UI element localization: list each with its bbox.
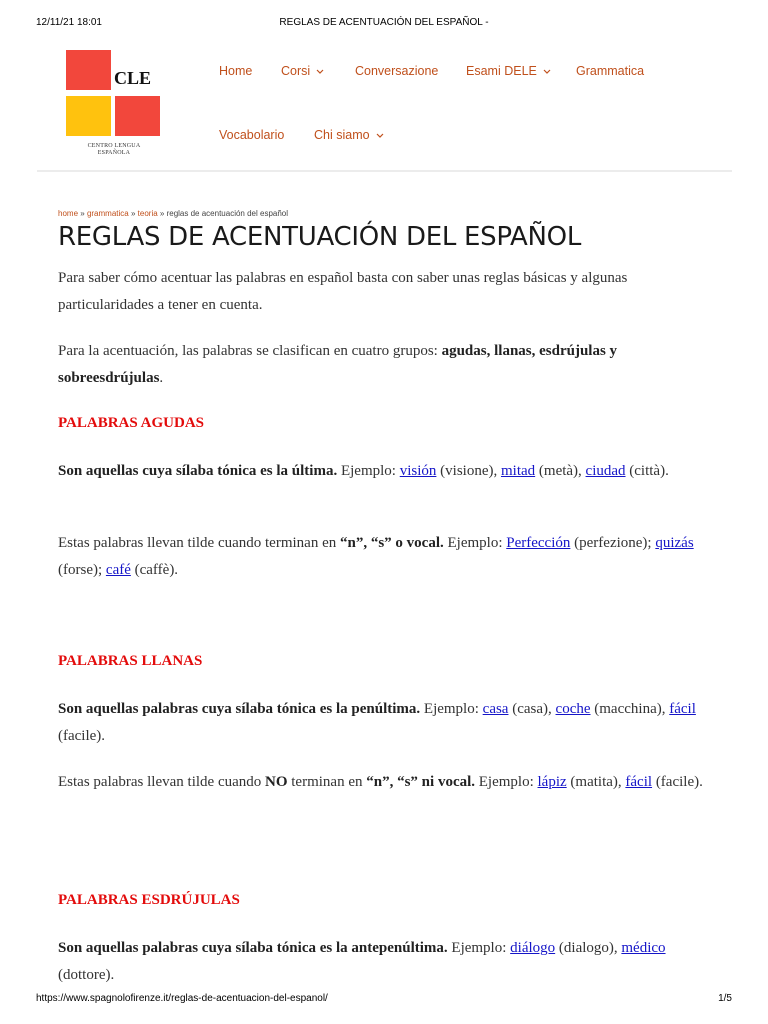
intro-paragraph: Para saber cómo acentuar las palabras en español basta con saber unas reglas básicas y algunas particularidades a tener en cuenta.: [58, 270, 628, 313]
example-translation: (metà),: [535, 463, 586, 479]
groups-paragraph: [58, 338, 723, 392]
nav-item-label: Corsi: [281, 64, 311, 78]
rule-lead: Estas palabras llevan tilde cuando terminan en: [58, 535, 340, 551]
logo-red-square-top: [66, 50, 111, 90]
section-heading-agudas: PALABRAS AGUDAS: [58, 415, 204, 431]
logo-red-square-bottom: [115, 96, 160, 136]
example-link-casa[interactable]: casa: [482, 701, 509, 717]
example-translation: (caffè).: [130, 562, 179, 578]
nav-item-label: Conversazione: [355, 64, 439, 78]
example-link-dialogo[interactable]: diálogo: [510, 940, 556, 956]
example-link-coche[interactable]: coche: [555, 701, 591, 717]
example-translation: (visione),: [436, 463, 501, 479]
agudas-definition: [58, 458, 723, 485]
example-link-cafe[interactable]: café: [105, 562, 131, 578]
print-doc-title: REGLAS DE ACENTUACIÓN DEL ESPAÑOL -: [279, 17, 489, 28]
breadcrumb-separator: »: [80, 209, 85, 218]
groups-end-text: .: [159, 370, 164, 386]
llanas-definition: [58, 696, 723, 750]
page-title: REGLAS DE ACENTUACIÓN DEL ESPAÑOL: [58, 222, 582, 252]
example-link-quizas[interactable]: quizás: [655, 535, 694, 551]
nav-item-grammatica[interactable]: [576, 64, 644, 78]
chevron-down-icon: [376, 133, 384, 138]
breadcrumb-home[interactable]: home: [58, 209, 79, 218]
example-lead: Ejemplo:: [337, 463, 400, 479]
site-logo[interactable]: [66, 50, 166, 162]
nav-item-chi-siamo[interactable]: [314, 128, 384, 142]
example-translation: (dialogo),: [555, 940, 622, 956]
nav-item-conversazione[interactable]: [355, 64, 438, 78]
groups-lead-text: Para la acentuación, las palabras se clasifican en cuatro grupos:: [58, 343, 442, 359]
agudas-rule: [58, 530, 723, 584]
logo-subtitle: [76, 143, 152, 157]
example-link-lapiz[interactable]: lápiz: [537, 774, 567, 790]
definition-bold: Son aquellas palabras cuya sílaba tónica es la penúltima.: [58, 701, 421, 717]
rule-bold-no: NO: [265, 774, 288, 790]
example-translation: (matita),: [566, 774, 626, 790]
section-heading-llanas: PALABRAS LLANAS: [58, 653, 203, 669]
example-link-perfeccion[interactable]: Perfección: [506, 535, 571, 551]
example-link-mitad[interactable]: mitad: [500, 463, 536, 479]
definition-bold: Son aquellas cuya sílaba tónica es la última.: [58, 463, 338, 479]
logo-subtitle-line1: CENTRO LENGUA: [87, 143, 141, 149]
nav-item-label: Grammatica: [576, 64, 645, 78]
rule-bold: “n”, “s” ni vocal.: [366, 774, 476, 790]
breadcrumb-teoria[interactable]: teoria: [137, 209, 158, 218]
groups-bold-text: agudas, llanas, esdrújulas y sobreesdrújulas: [58, 343, 618, 386]
example-translation: (facile).: [58, 728, 106, 744]
logo-subtitle-line2: ESPAÑOLA: [97, 150, 131, 156]
example-translation: (perfezione);: [570, 535, 656, 551]
rule-bold: “n”, “s” o vocal.: [339, 535, 444, 551]
example-link-ciudad[interactable]: ciudad: [585, 463, 626, 479]
esdrujulas-definition: [58, 935, 723, 989]
example-lead: Ejemplo:: [443, 535, 507, 551]
example-translation: (facile).: [652, 774, 703, 790]
example-translation: (città).: [625, 463, 669, 479]
example-translation: (macchina),: [590, 701, 670, 717]
breadcrumb-separator: »: [159, 209, 165, 218]
section-heading-esdrujulas: PALABRAS ESDRÚJULAS: [58, 892, 240, 908]
breadcrumb-grammatica[interactable]: grammatica: [86, 209, 129, 218]
logo-text: CLE: [114, 68, 152, 88]
nav-item-label: Chi siamo: [314, 128, 370, 142]
definition-bold: Son aquellas palabras cuya sílaba tónica es la antepenúltima.: [58, 940, 448, 956]
logo-yellow-square: [66, 96, 111, 136]
example-link-facil[interactable]: fácil: [669, 701, 696, 717]
example-translation: (dottore).: [58, 967, 115, 983]
example-translation: (casa),: [508, 701, 556, 717]
chevron-down-icon: [543, 69, 551, 74]
example-link-facil-2[interactable]: fácil: [625, 774, 653, 790]
nav-item-home[interactable]: [219, 64, 252, 78]
example-translation: (forse);: [58, 562, 106, 578]
print-url: https://www.spagnolofirenze.it/reglas-de-acentuacion-del-espanol/: [36, 993, 328, 1004]
chevron-down-icon: [316, 69, 324, 74]
breadcrumb: [58, 209, 288, 218]
example-link-vision[interactable]: visión: [399, 463, 437, 479]
nav-item-esami-dele[interactable]: [466, 64, 551, 78]
print-page-number: 1/5: [718, 993, 732, 1004]
header-divider: [37, 170, 732, 172]
rule-lead: Estas palabras llevan tilde cuando: [58, 774, 266, 790]
example-lead: Ejemplo:: [420, 701, 483, 717]
example-lead: Ejemplo:: [447, 940, 511, 956]
breadcrumb-separator: »: [130, 209, 136, 218]
nav-item-corsi[interactable]: [281, 64, 324, 78]
breadcrumb-current: reglas de acentuación del español: [166, 209, 289, 218]
rule-lead-continued: terminan en: [287, 774, 367, 790]
example-link-medico[interactable]: médico: [621, 940, 666, 956]
example-lead: Ejemplo:: [475, 774, 538, 790]
llanas-rule: [58, 769, 723, 796]
nav-item-label: Esami DELE: [466, 64, 537, 78]
nav-item-label: Home: [219, 64, 253, 78]
nav-item-label: Vocabolario: [219, 128, 285, 142]
print-datetime: 12/11/21 18:01: [36, 17, 102, 28]
nav-item-vocabolario[interactable]: [219, 128, 284, 142]
